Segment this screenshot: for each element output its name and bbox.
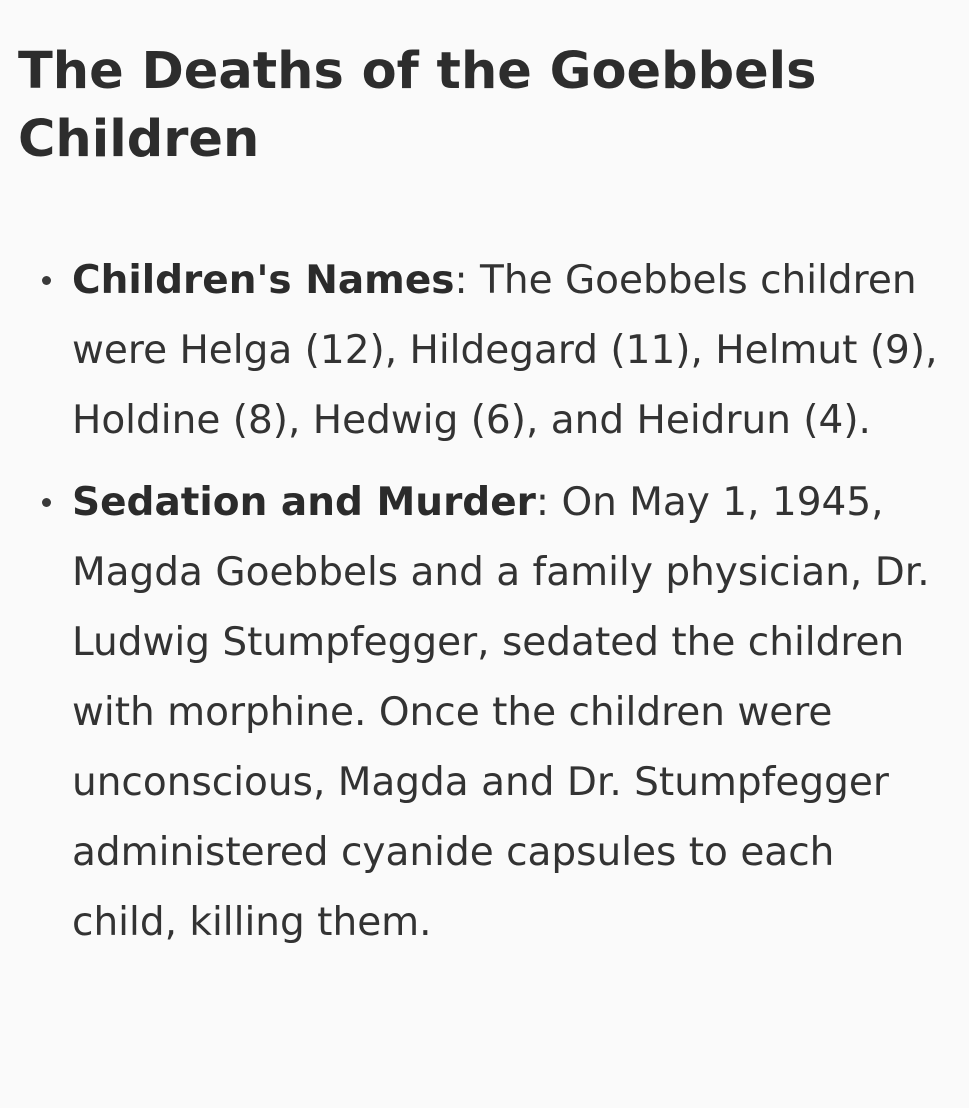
bullet-icon [42,276,51,285]
item-text: On May 1, 1945, Magda Goebbels and a family physician, Dr. Ludwig Stumpfegger, sedated the children with morphine. Once the children were unconscious, Magda and Dr. Stumpfegger administered cyanide capsules to each child, killing them. [72,480,930,945]
item-separator: : [535,480,550,525]
item-text: The Goebbels children were Helga (12), Hildegard (11), Helmut (9), Holdine (8), Hedwig (6), and Heidrun (4). [72,258,938,443]
bullet-list [0,246,969,970]
list-item-children-names [0,246,969,456]
list-item-sedation-and-murder [0,468,969,958]
page-title: The Deaths of the Goebbels Children [18,42,817,169]
item-term: Sedation and Murder [72,480,536,525]
item-separator: : [454,258,468,303]
item-term: Children's Names [72,258,455,303]
bullet-icon [42,498,51,507]
